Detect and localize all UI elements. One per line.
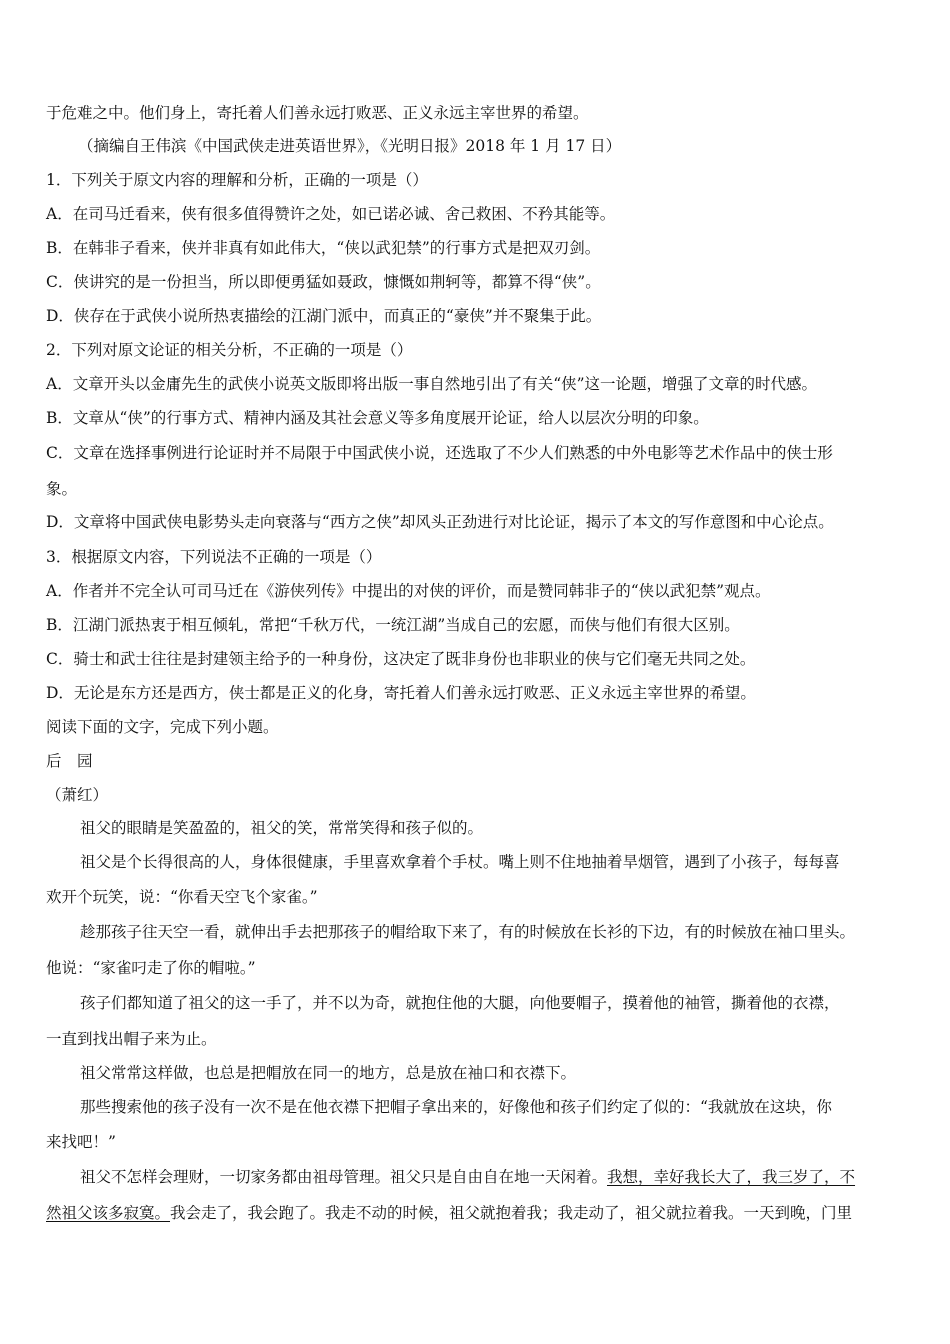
question-2: 2．下列对原文论证的相关分析，不正确的一项是（） [46,341,413,359]
story-paragraph-cont: 他说：“家雀叼走了你的帽啦。” [46,959,256,977]
story-paragraph-cont: 欢开个玩笑，说：“你看天空飞个家雀。” [46,888,318,906]
q1-option-d: D．侠存在于武侠小说所热衷描绘的江湖门派中，而真正的“豪侠”并不聚集于此。 [46,307,602,325]
story-paragraph: 祖父常常这样做，也总是把帽放在同一的地方，总是放在袖口和衣襟下。 [80,1064,577,1082]
story-paragraph: 趁那孩子往天空一看，就伸出手去把那孩子的帽给取下来了，有的时候放在长衫的下边，有的时候放在袖口里头。 [80,923,856,941]
story-paragraph: 那些搜索他的孩子没有一次不是在他衣襟下把帽子拿出来的，好像他和孩子们约定了似的：“我就放在这块，你 [80,1098,832,1116]
story-paragraph-cont: 来找吧！” [46,1133,116,1151]
question-1: 1．下列关于原文内容的理解和分析，正确的一项是（） [46,171,428,189]
story-author: （萧红） [46,786,109,804]
story-paragraph: 祖父的眼睛是笑盈盈的，祖父的笑，常常笑得和孩子似的。 [80,819,484,837]
story-paragraph-cont: 一直到找出帽子来为止。 [46,1030,217,1048]
paragraph-text: 我会走了，我会跑了。我走不动的时候，祖父就抱着我；我走动了，祖父就拉着我。一天到晚，门里 [170,1204,853,1222]
q2-option-b: B．文章从“侠”的行事方式、精神内涵及其社会意义等多角度展开论证，给人以层次分明的印象。 [46,409,709,427]
story-paragraph [80,1167,910,1187]
story-title: 后 园 [46,752,93,770]
question-3: 3．根据原文内容，下列说法不正确的一项是（） [46,548,382,566]
q1-option-b: B．在韩非子看来，侠并非真有如此伟大，“侠以武犯禁”的行事方式是把双刃剑。 [46,239,601,257]
q2-option-a: A．文章开头以金庸先生的武侠小说英文版即将出版一事自然地引出了有关“侠”这一论题，增强了文章的时代感。 [46,375,818,393]
q3-option-d: D．无论是东方还是西方，侠士都是正义的化身，寄托着人们善永远打败恶、正义永远主宰世界的希望。 [46,684,756,702]
story-paragraph: 祖父是个长得很高的人，身体很健康，手里喜欢拿着个手杖。嘴上则不住地抽着旱烟管，遇到了小孩子，每每喜 [80,853,840,871]
q3-option-a: A．作者并不完全认可司马迁在《游侠列传》中提出的对侠的评价，而是赞同韩非子的“侠以武犯禁”观点。 [46,582,771,600]
q1-option-c: C．侠讲究的是一份担当，所以即便勇猛如聂政，慷慨如荆轲等，都算不得“侠”。 [46,273,601,291]
story-paragraph: 孩子们都知道了祖父的这一手了，并不以为奇，就抱住他的大腿，向他要帽子，摸着他的袖管，撕着他的衣襟， [80,994,840,1012]
q2-option-c: C．文章在选择事例进行论证时并不局限于中国武侠小说，还选取了不少人们熟悉的中外电影等艺术作品中的侠士形 [46,444,833,462]
story-paragraph-cont [46,1203,910,1223]
underlined-sentence: 然祖父该多寂寞。 [46,1204,171,1222]
q2-option-c-cont: 象。 [46,480,78,498]
q3-option-c: C．骑士和武士往往是封建领主给予的一种身份，这决定了既非身份也非职业的侠与它们毫无共同之处。 [46,650,756,668]
reading-instruction: 阅读下面的文字，完成下列小题。 [46,718,279,736]
source-citation: （摘编自王伟滨《中国武侠走进英语世界》，《光明日报》2018 年 1 月 17 日） [78,137,622,155]
text-line: 于危难之中。他们身上，寄托着人们善永远打败恶、正义永远主宰世界的希望。 [46,104,589,122]
paragraph-text: 祖父不怎样会理财，一切家务都由祖母管理。祖父只是自由自在地一天闲着。 [80,1168,608,1186]
q3-option-b: B．江湖门派热衷于相互倾轧，常把“千秋万代，一统江湖”当成自己的宏愿，而侠与他们有很大区别。 [46,616,740,634]
underlined-sentence: 我想，幸好我长大了，我三岁了，不 [607,1168,856,1186]
q1-option-a: A．在司马迁看来，侠有很多值得赞许之处，如已诺必诚、舍己救困、不矜其能等。 [46,205,616,223]
q2-option-d: D．文章将中国武侠电影势头走向衰落与“西方之侠”却风头正劲进行对比论证，揭示了本文的写作意图和中心论点。 [46,513,834,531]
